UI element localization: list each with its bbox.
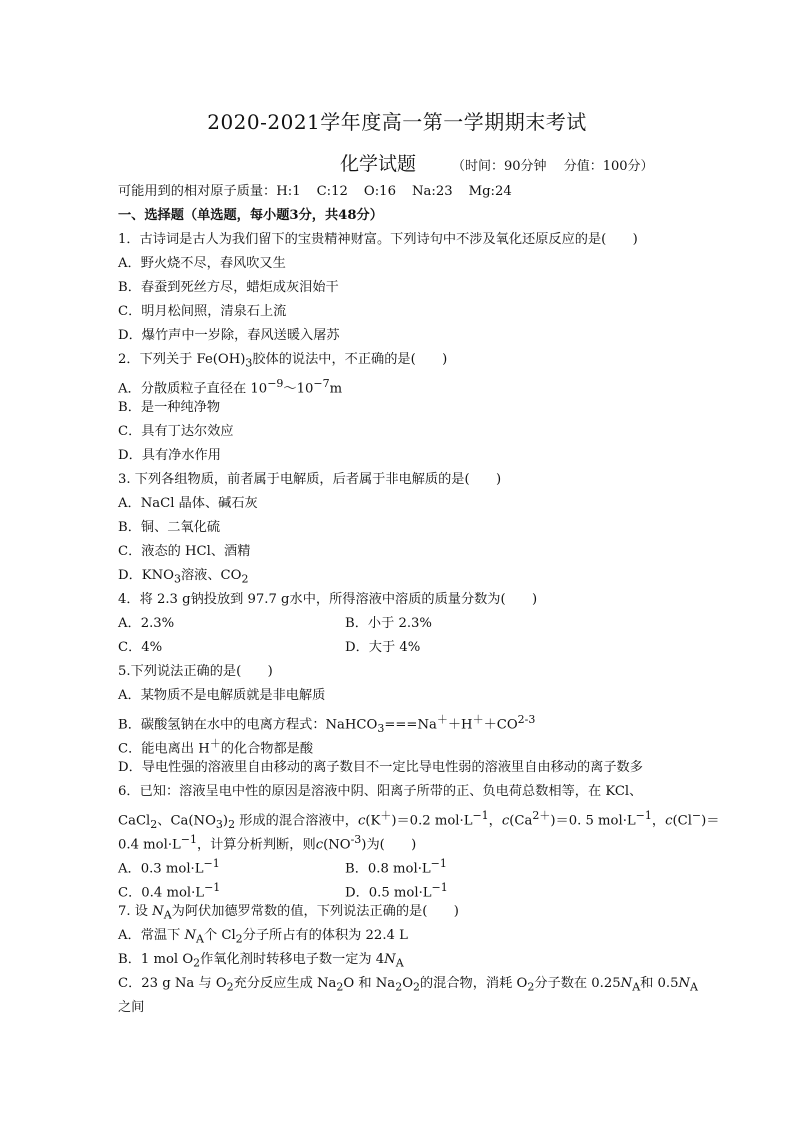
text: ，	[488, 813, 502, 829]
superscript: ＋	[472, 713, 484, 726]
subtitle-row	[340, 149, 654, 176]
text: )＝	[701, 813, 720, 829]
text: A．分散质粒子直径在 10	[118, 381, 268, 397]
atomic-mass-item: C:12	[316, 184, 348, 199]
text: 2．下列关于 Fe(OH)	[118, 352, 246, 367]
superscript: ＋	[436, 713, 448, 726]
text: A．常温下	[118, 928, 185, 943]
subscript: 3	[377, 722, 385, 736]
italic-n: N	[620, 976, 633, 991]
subscript: A	[395, 956, 404, 970]
superscript: −1	[472, 809, 489, 822]
text: D．KNO	[118, 568, 174, 583]
text: 充分反应生成 Na	[233, 976, 337, 991]
question-3-option-d	[118, 564, 678, 588]
question-4-option-a: A．2.3%	[118, 616, 175, 631]
question-7-option-c-continued: 之间	[118, 1000, 145, 1015]
subscript: 2	[413, 980, 420, 994]
text: 为阿伏加德罗常数的值，下列说法正确的是( )	[171, 904, 459, 919]
question-6-option-b	[345, 852, 572, 876]
superscript: ＋	[380, 809, 392, 822]
superscript: −1	[635, 809, 652, 822]
text: (NO	[323, 837, 351, 853]
text: )	[222, 813, 229, 829]
subscript: 2	[527, 980, 535, 994]
question-1-option-c: C．明月松间照，清泉石上流	[118, 304, 287, 319]
subscript: 3	[215, 818, 223, 832]
text: )＝0. 5 mol·L	[550, 813, 636, 829]
superscript: 2-3	[517, 713, 536, 726]
question-4-option-d: D．大于 4%	[345, 640, 421, 655]
question-5-option-d: D．导电性强的溶液里自由移动的离子数目不一定比导电性弱的溶液里自由移动的离子数多	[118, 760, 643, 775]
question-4-options-cd	[118, 636, 678, 660]
question-5-option-c	[118, 732, 678, 756]
subscript: A	[690, 980, 698, 994]
superscript: −1	[203, 857, 220, 870]
text: 个 Cl	[203, 928, 236, 943]
question-4-stem: 4．将 2.3 g钠投放到 97.7 g水中，所得溶液中溶质的质量分数为( )	[118, 592, 538, 607]
question-3-option-a: A．NaCl 晶体、碱石灰	[118, 496, 258, 511]
text: 7. 设	[118, 904, 153, 919]
question-2-option-d: D．具有净水作用	[118, 448, 221, 463]
question-1-stem: 1．古诗词是古人为我们留下的宝贵精神财富。下列诗句中不涉及氧化还原反应的是( )	[118, 232, 638, 247]
question-7-stem	[118, 900, 678, 924]
exam-content	[118, 180, 720, 1020]
text: 形成的混合溶液中，	[235, 813, 358, 829]
italic-n: N	[152, 904, 164, 919]
superscript: −7	[313, 377, 330, 390]
text: )为( )	[361, 837, 417, 853]
question-4-option-c: C．4%	[118, 640, 163, 655]
text: C．23 g Na 与 O	[118, 976, 227, 991]
question-2-option-a	[118, 372, 678, 396]
question-6-option-a	[118, 852, 345, 876]
text: O	[402, 976, 413, 991]
subscript: 2	[193, 956, 201, 970]
question-5-option-a: A．某物质不是电解质就是非电解质	[118, 688, 326, 703]
text: B．碳酸氢钠在水中的电离方程式：NaHCO	[118, 717, 378, 733]
question-7-option-b	[118, 948, 678, 972]
question-2-option-c: C．具有丁达尔效应	[118, 424, 234, 439]
text: (Ca	[509, 813, 533, 829]
text: D．0.5 mol·L	[345, 885, 432, 901]
atomic-mass-item: Mg:24	[468, 184, 512, 199]
superscript: −1	[204, 881, 221, 894]
text: ＋H	[447, 717, 473, 733]
question-1-option-a: A．野火烧不尽，春风吹又生	[118, 256, 286, 271]
text: CaCl	[118, 813, 151, 829]
question-3-stem: 3. 下列各组物质，前者属于电解质，后者属于非电解质的是( )	[118, 472, 502, 487]
text: m	[329, 381, 343, 397]
text: ===Na	[384, 717, 437, 733]
question-6-option-d	[345, 876, 572, 900]
time-score-info: （时间：90分钟 分值：100分）	[452, 159, 654, 174]
atomic-mass-item: O:16	[363, 184, 396, 199]
question-2-stem	[118, 348, 678, 372]
question-4-options-ab	[118, 612, 678, 636]
subscript: 2	[241, 572, 249, 586]
superscript: −1	[430, 857, 447, 870]
text: ，计算分析判断，则	[197, 837, 316, 853]
subscript: A	[196, 932, 204, 946]
text: 的化合物都是酸	[220, 741, 314, 757]
italic-n: N	[184, 928, 197, 943]
section-heading: 一、选择题（单选题，每小题3分，共48分）	[118, 208, 383, 223]
question-6-option-c	[118, 876, 345, 900]
page-title: 2020-2021学年度高一第一学期期末考试	[207, 110, 587, 134]
text: B．0.8 mol·L	[345, 861, 431, 877]
italic-c: c	[357, 813, 366, 829]
question-4-option-b: B．小于 2.3%	[345, 616, 432, 631]
question-1-option-d: D．爆竹声中一岁除，春风送暖入屠苏	[118, 328, 340, 343]
text: 0.4 mol·L	[118, 837, 181, 853]
text: 分子数在 0.25	[534, 976, 621, 991]
question-2-option-b: B．是一种纯净物	[118, 400, 221, 415]
italic-c: c	[315, 837, 324, 853]
text: (Cl	[672, 813, 692, 829]
superscript: -3	[350, 833, 362, 846]
subscript: 3	[245, 356, 253, 370]
question-6-stem-line3	[118, 828, 678, 852]
subject-title: 化学试题	[340, 153, 417, 175]
italic-n: N	[384, 952, 396, 967]
subscript: 2	[226, 980, 234, 994]
text: 、Ca(NO	[157, 813, 216, 829]
subscript: 2	[395, 980, 403, 994]
italic-n: N	[678, 976, 691, 991]
superscript: 2＋	[532, 809, 551, 822]
superscript: −1	[180, 833, 197, 846]
subscript: 2	[235, 932, 243, 946]
text: 胶体的说法中，不正确的是( )	[252, 352, 448, 367]
text: B．1 mol O	[118, 952, 194, 967]
superscript: −9	[267, 377, 284, 390]
subscript: A	[632, 980, 641, 994]
superscript: ＋	[209, 737, 221, 750]
text: ，	[651, 813, 666, 829]
text: 作氧化剂时转移电子数一定为 4	[200, 952, 385, 967]
question-6-stem-line1: 6．已知：溶液呈电中性的原因是溶液中阴、阳离子所带的正、负电荷总数相等，在 KCl、	[118, 784, 643, 799]
subscript: A	[163, 908, 172, 922]
question-1-option-b: B．春蚕到死丝方尽，蜡炬成灰泪始干	[118, 280, 339, 295]
question-6-stem-line2	[118, 804, 720, 832]
text: 和 0.5	[640, 976, 679, 991]
text: A．0.3 mol·L	[118, 861, 204, 877]
subscript: 2	[150, 818, 158, 832]
italic-c: c	[501, 813, 510, 829]
atomic-mass-item: H:1	[276, 184, 301, 199]
italic-c: c	[665, 813, 673, 829]
text: C．能电离出 H	[118, 741, 210, 757]
question-3-option-b: B．铜、二氧化硫	[118, 520, 221, 535]
superscript: −1	[431, 881, 448, 894]
question-7-option-c	[118, 972, 698, 996]
text: )＝0.2 mol·L	[391, 813, 473, 829]
text: C．0.4 mol·L	[118, 885, 205, 901]
text: O 和 Na	[343, 976, 396, 991]
text: (K	[365, 813, 381, 829]
atomic-mass-line	[118, 180, 678, 204]
question-5-option-b	[118, 708, 678, 736]
subscript: 2	[228, 818, 236, 832]
question-6-options-ab	[118, 852, 678, 876]
atomic-mass-item: Na:23	[411, 184, 453, 199]
question-3-option-c: C．液态的 HCl、酒精	[118, 544, 251, 559]
superscript: −	[691, 809, 702, 822]
subscript: 2	[336, 980, 344, 994]
text: 分子所占有的体积为 22.4 L	[242, 928, 408, 943]
text: ～10	[283, 381, 314, 397]
question-6-options-cd	[118, 876, 678, 900]
text: 溶液、CO	[180, 568, 242, 583]
question-7-option-a	[118, 924, 678, 948]
question-5-stem: 5.下列说法正确的是( )	[118, 664, 273, 679]
subscript: 3	[173, 572, 181, 586]
text: 的混合物，消耗 O	[420, 976, 528, 991]
text: ＋CO	[483, 717, 518, 733]
atomic-mass-label: 可能用到的相对原子质量：	[118, 184, 277, 199]
